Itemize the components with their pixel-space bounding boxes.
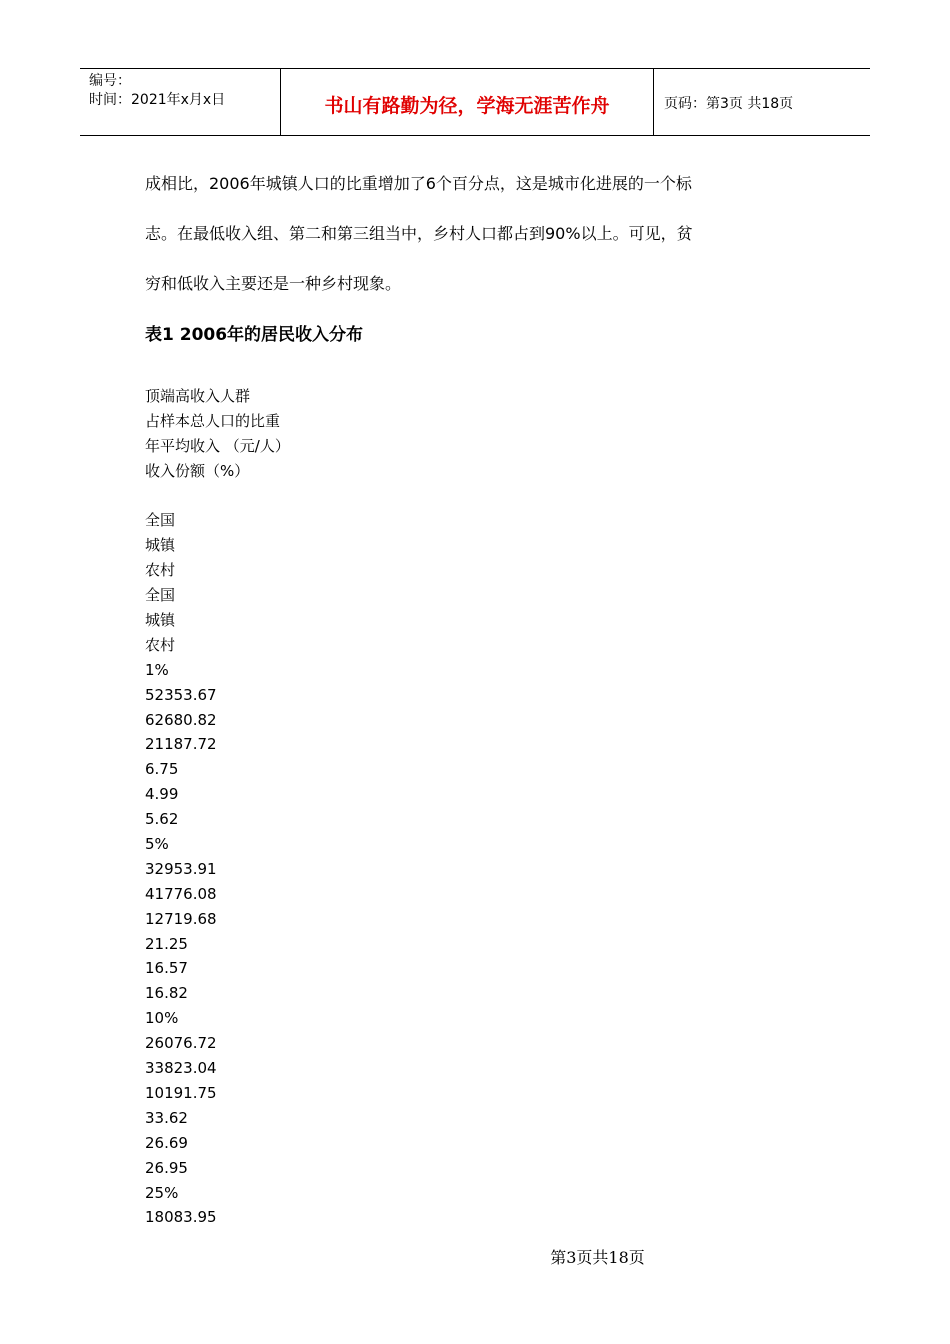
table-cell: 5% xyxy=(145,835,169,854)
paragraph-line: 志。在最低收入组、第二和第三组当中，乡村人口都占到90%以上。可见，贫 xyxy=(145,224,693,243)
header-meta-cell xyxy=(80,69,281,135)
table-cell: 21187.72 xyxy=(145,735,217,754)
table-header-cell: 收入份额（%） xyxy=(145,461,250,480)
table-cell: 16.82 xyxy=(145,984,188,1003)
table-cell-list xyxy=(145,384,290,1230)
table-cell: 26076.72 xyxy=(145,1034,217,1053)
paragraph-line: 成相比，2006年城镇人口的比重增加了6个百分点，这是城市化进展的一个标 xyxy=(145,174,692,193)
table-spacer xyxy=(145,484,290,509)
table-cell: 10% xyxy=(145,1009,179,1028)
table-cell: 18083.95 xyxy=(145,1208,217,1227)
table-caption: 表1 2006年的居民收入分布 xyxy=(145,325,364,345)
table-cell: 10191.75 xyxy=(145,1083,217,1102)
table-cell: 12719.68 xyxy=(145,909,217,928)
table-cell: 农村 xyxy=(145,635,176,654)
document-time-label: 时间：2021年x月x日 xyxy=(89,92,226,108)
table-cell: 城镇 xyxy=(145,536,176,555)
table-cell: 全国 xyxy=(145,511,176,530)
body-paragraph xyxy=(145,166,810,316)
table-cell: 5.62 xyxy=(145,810,179,829)
table-header-cell: 顶端高收入人群 xyxy=(145,387,251,405)
header-motto: 书山有路勤为径，学海无涯苦作舟 xyxy=(324,94,610,117)
table-cell: 52353.67 xyxy=(145,685,217,704)
table-cell: 16.57 xyxy=(145,959,188,978)
table-cell: 32953.91 xyxy=(145,859,217,878)
table-cell: 33823.04 xyxy=(145,1059,217,1078)
table-cell: 农村 xyxy=(145,561,176,580)
table-cell: 25% xyxy=(145,1183,179,1202)
table-cell: 26.69 xyxy=(145,1133,188,1152)
paragraph-line: 穷和低收入主要还是一种乡村现象。 xyxy=(145,274,402,293)
table-header-cell: 占样本总人口的比重 xyxy=(145,411,281,430)
table-cell: 21.25 xyxy=(145,934,188,953)
table-cell: 城镇 xyxy=(145,611,176,630)
page-footer: 第3页共18页 xyxy=(550,1248,645,1267)
page-header xyxy=(80,68,870,136)
header-page-cell xyxy=(654,69,870,135)
table-cell: 41776.08 xyxy=(145,884,217,903)
header-motto-cell xyxy=(281,69,654,135)
table-cell: 62680.82 xyxy=(145,710,217,729)
table-cell: 33.62 xyxy=(145,1108,188,1127)
table-cell: 4.99 xyxy=(145,785,179,804)
table-header-cell: 年平均收入 （元/人） xyxy=(145,436,290,455)
header-page-number: 页码：第3页 共18页 xyxy=(664,96,794,112)
table-cell: 全国 xyxy=(145,586,176,605)
table-cell: 6.75 xyxy=(145,760,179,779)
table-cell: 1% xyxy=(145,660,169,679)
table-cell: 26.95 xyxy=(145,1158,188,1177)
document-number-label: 编号： xyxy=(89,73,131,89)
